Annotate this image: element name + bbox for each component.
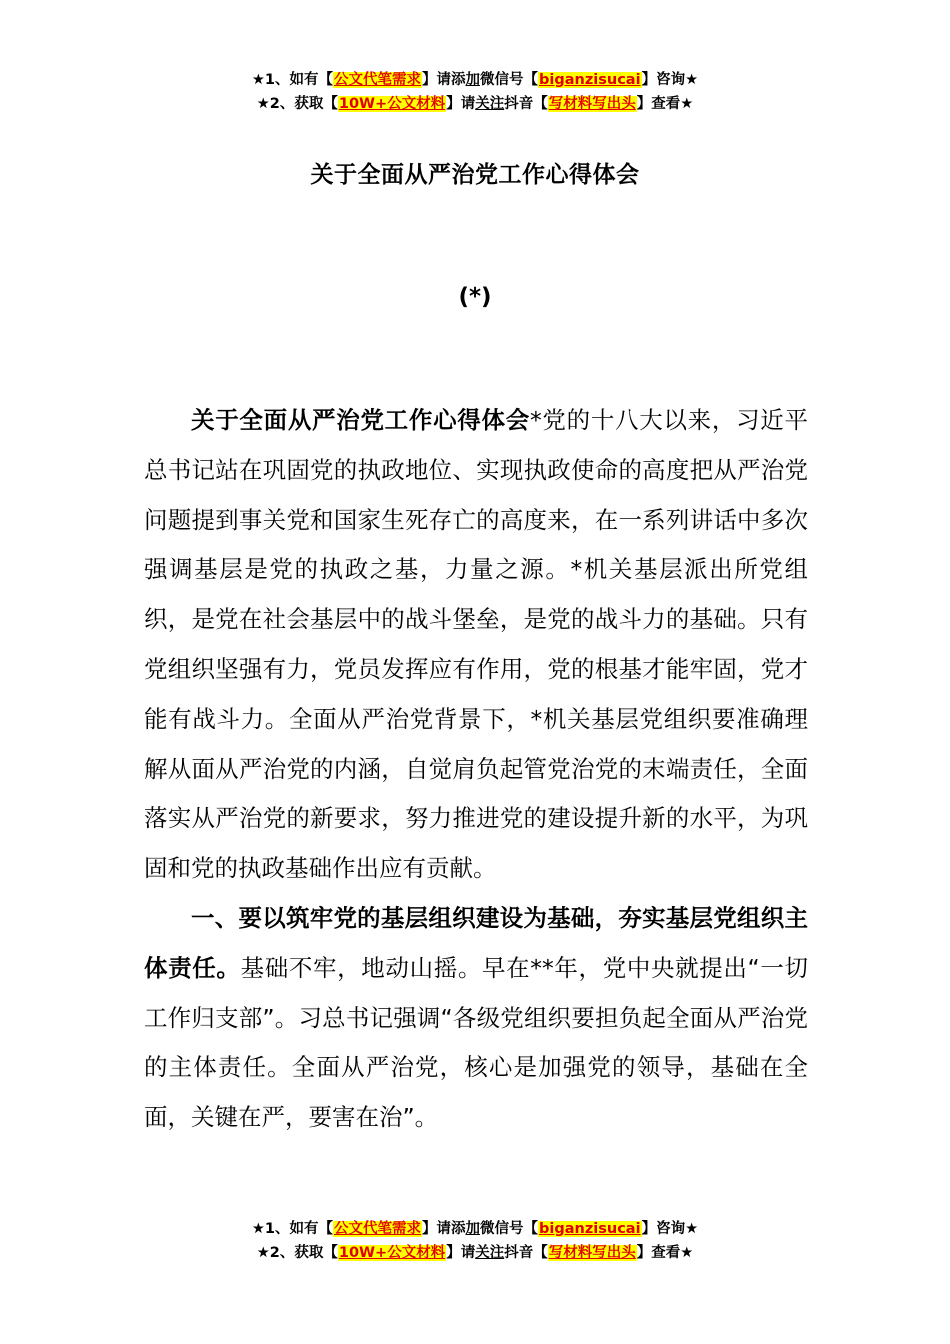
paragraph-2 xyxy=(144,894,808,1143)
paragraph-1-lead: 关于全面从严治党工作心得体会 xyxy=(191,406,530,434)
highlight-douyin-account: 写材料写出头 xyxy=(548,96,636,112)
highlight-wechat-id: biganzisucai xyxy=(539,1221,641,1237)
promo-line-1: ★1、如有【公文代笔需求】请添加微信号【biganzisucai】咨询★ xyxy=(251,72,699,88)
document-title: 关于全面从严治党工作心得体会 xyxy=(310,162,640,188)
document-subtitle: (*) xyxy=(458,284,492,310)
promo-line-2: ★2、获取【10W+公文材料】请关注抖音【写材料写出头】查看★ xyxy=(256,1245,694,1261)
promo-banner-top xyxy=(0,69,950,117)
highlight-douyin-account: 写材料写出头 xyxy=(548,1245,636,1261)
document-body xyxy=(144,396,808,1143)
highlight-wechat-id: biganzisucai xyxy=(539,72,641,88)
promo-line-1: ★1、如有【公文代笔需求】请添加微信号【biganzisucai】咨询★ xyxy=(251,1221,699,1237)
paragraph-2-lead: 一、要以筑牢党的基层组织建设为基础，夯实基层党组织主体责任。 xyxy=(144,903,808,982)
promo-line-2: ★2、获取【10W+公文材料】请关注抖音【写材料写出头】查看★ xyxy=(256,96,694,112)
highlight-service: 公文代笔需求 xyxy=(334,1221,422,1237)
paragraph-1 xyxy=(144,396,808,894)
promo-banner-bottom xyxy=(0,1218,950,1266)
paragraph-1-text: *党的十八大以来，习近平总书记站在巩固党的执政地位、实现执政使命的高度把从严治党问题提到事关党和国家生死存亡的高度来，在一系列讲话中多次强调基层是党的执政之基，力量之源。*机关基层派出所党组织，是党在社会基层中的战斗堡垒，是党的战斗力的基础。只有党组织坚强有力，党员发挥应有作用，党的根基才能牢固，党才能有战斗力。全面从严治党背景下，*机关基层党组织要准确理解从面从严治党的内涵，自觉肩负起管党治党的末端责任，全面落实从严治党的新要求，努力推进党的建设提升新的水平，为巩固和党的执政基础作出应有贡献。 xyxy=(144,406,809,883)
highlight-service: 公文代笔需求 xyxy=(334,72,422,88)
paragraph-2-text: 基础不牢，地动山摇。早在**年，党中央就提出“一切工作归支部”。习总书记强调“各级党组织要担负起全面从严治党的主体责任。全面从严治党，核心是加强党的领导，基础在全面，关键在严，要害在治”。 xyxy=(144,953,808,1132)
highlight-materials: 10W+公文材料 xyxy=(338,96,446,112)
highlight-materials: 10W+公文材料 xyxy=(338,1245,446,1261)
